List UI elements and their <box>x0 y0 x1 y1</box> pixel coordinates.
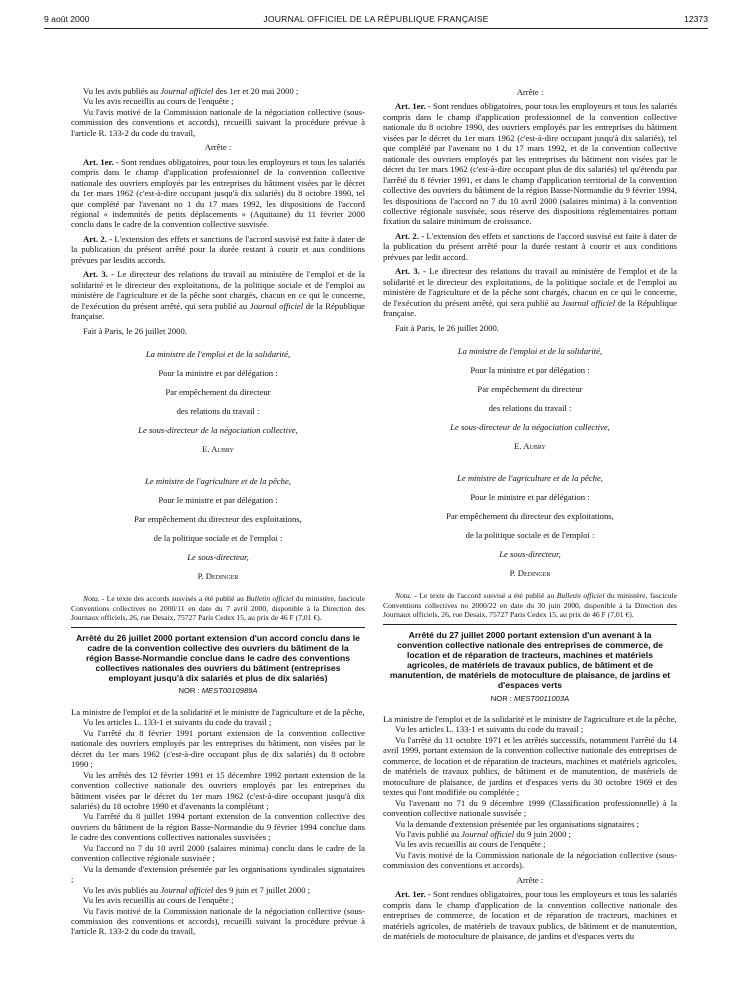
article-2: Art. 2. - L'extension des effets et sanctions de l'accord susvisé est faite à dater de la publication du présent arrêté pour la durée restant à courir et aux conditions prévues par ledit accord. <box>383 230 677 262</box>
signatory-title: Le sous-directeur de la négociation collective, <box>450 421 610 432</box>
signatory-title: La ministre de l'emploi et de la solidarité, <box>145 348 291 359</box>
paragraph: Vu les avis publiés au Journal officiel des 1er et 20 mai 2000 ; <box>83 86 299 96</box>
nota: Nota. - Le texte de l'accord susvisé a été publié au Bulletin officiel du ministère, fascicule Conventions collectives no 2000/22 en date du 30 juin 2000, disponible à la Direction des Journaux officiels, 26, rue Desaix, 75727 Paris Cedex 15, au prix de 46 F (7,01 €). <box>383 591 677 619</box>
signatory-name: P. Dedinger <box>509 568 551 579</box>
paragraph: Vu les avis recueillis au cours de l'enquête ; <box>83 96 234 107</box>
journal-title: JOURNAL OFFICIEL DE LA RÉPUBLIQUE FRANÇAISE <box>263 14 489 24</box>
section-separator <box>383 624 677 625</box>
paragraph: Vu les articles L. 133-1 et suivants du code du travail ; <box>395 724 584 735</box>
arrete-heading: Arrête : <box>204 142 232 153</box>
paragraph: Vu les arrêtés des 12 février 1991 et 15 décembre 1992 portant extension de la convention collective nationale des ouvriers employés par les entreprises du bâtiment visées par le décret du 1er mars 1962 (c'est-à-dire occupant jusqu'à dix salariés) du 18 octobre 1990 et d'avenants la complétant ; <box>71 769 365 811</box>
signature-date: Fait à Paris, le 26 juillet 2000. <box>83 325 187 336</box>
article-1: Art. 1er. - Sont rendues obligatoires, pour tous les employeurs et tous les salariés compris dans le champ d'application professionnel de la convention collective nationale du 8 octobre 1990, des ouvriers employés par les entreprises du bâtiment visées par le décret du 1er mars 1962 (c'est-à-dire occupant jusqu'à dix salariés), tel que complété par l'avenant no 1 du 17 mars 1992, et de la convention collective nationale des ouvriers employés par les entreprises du bâtiment non visées par le décret du 1er mars 1962 (c'est-à-dire occupant plus de dix salariés) tel qu'étendu par l'arrêté du 8 février 1991, et dans le champ d'application territorial de la convention collective des ouvriers du bâtiment de la région Basse-Normandie du 9 février 1994, les dispositions de l'accord no 7 du 10 avril 2000 (salaires minima) à la convention collective régionale susvisée, sous réserve des dispositions réglementaires portant fixation du salaire minimum de croissance. <box>383 101 677 227</box>
paragraph: Vu la demande d'extension présentée par les organisations syndicales signataires ; <box>71 863 365 885</box>
paragraph: Vu les articles L. 133-1 et suivants du code du travail ; <box>83 717 272 728</box>
signatory-title: Le sous-directeur de la négociation collective, <box>138 424 298 435</box>
paragraph: Vu la demande d'extension présentée par les organisations signataires ; <box>395 818 639 829</box>
signature-line: de la politique sociale et de l'emploi : <box>153 533 283 544</box>
paragraph: Vu l'avis publié au Journal officiel du 9 juin 2000 ; <box>395 828 571 839</box>
paragraph: Vu l'avis motivé de la Commission nationale de la négociation collective (sous-commission des conventions et accords), recueilli suivant la procédure prévue à l'article R. 133-2 du code du travail, <box>71 106 365 138</box>
page-number: 12373 <box>684 14 708 24</box>
issue-date: 9 août 2000 <box>44 14 90 24</box>
signature-line: Par empêchement du directeur <box>477 383 583 394</box>
signature-line: de la politique sociale et de l'emploi : <box>465 530 595 541</box>
left-column <box>71 86 365 937</box>
signatory-title: Le ministre de l'agriculture et de la pêche, <box>457 472 603 483</box>
signatory-title: La ministre de l'emploi et de la solidarité, <box>457 345 603 356</box>
signature-line: des relations du travail : <box>176 405 260 416</box>
paragraph: La ministre de l'emploi et de la solidarité et le ministre de l'agriculture et de la pêche, <box>383 714 677 724</box>
paragraph: Vu l'accord no 7 du 10 avril 2000 (salaires minima) conclu dans le cadre de la convention collective régionale susvisée ; <box>71 842 365 864</box>
paragraph: Vu les avis publiés au Journal officiel des 9 juin et 7 juillet 2000 ; <box>83 884 311 895</box>
signature-date: Fait à Paris, le 26 juillet 2000. <box>395 322 499 333</box>
section-separator <box>71 627 365 628</box>
article-3: Art. 3. - Le directeur des relations du travail au ministère de l'emploi et de la solidarité et le directeur des exploitations, de la politique sociale et de l'emploi au ministère de l'agriculture et de la pêche sont chargés, chacun en ce qui le concerne, de l'exécution du présent arrêté, qui sera publié au Journal officiel de la République française. <box>383 266 677 319</box>
signatory-title: Le ministre de l'agriculture et de la pêche, <box>145 475 291 486</box>
signatory-name: P. Dedinger <box>197 571 239 582</box>
paragraph: La ministre de l'emploi et de la solidarité et le ministre de l'agriculture et de la pêche, <box>71 706 365 717</box>
paragraph: Vu l'arrêté du 8 février 1991 portant extension de la convention collective nationale des ouvriers employés par les entreprises du bâtiment, non visées par le décret du 1er mars 1962 (c'est-à-dire occupant plus de dix salariés) du 8 octobre 1990 ; <box>71 727 365 770</box>
signatory-title: Le sous-directeur, <box>499 549 561 560</box>
signatory-name: E. Aubry <box>514 441 546 452</box>
page-header <box>44 10 708 28</box>
arrete-heading: Arrête : <box>516 87 544 97</box>
article-3: Art. 3. - Le directeur des relations du travail au ministère de l'emploi et de la solidarité et le directeur des exploitations, de la politique sociale et de l'emploi au ministère de l'agriculture et de la pêche sont chargés, chacun en ce qui le concerne, de l'exécution du présent arrêté, qui sera publié au Journal officiel de la République française. <box>71 269 365 322</box>
article-1: Art. 1er. - Sont rendues obligatoires, pour tous les employeurs et tous les salariés compris dans le champ d'application professionnel de la convention collective nationale des ouvriers employés par les entreprises du bâtiment visées par le décret du 1er mars 1962 (c'est-à-dire occupant jusqu'à dix salariés) du 8 octobre 1990, tel que complété par l'avenant no 1 du 17 mars 1992, les dispositions de l'accord régional « indemnités de petits déplacements » (Aquitaine) du 11 février 2000 conclu dans le cadre de la convention collective susvisée. <box>71 156 365 230</box>
signature-line: Pour la ministre et par délégation : <box>158 367 278 378</box>
paragraph: Vu l'arrêté du 11 octobre 1971 et les arrêtés successifs, notamment l'arrêté du 14 avril 1999, portant extension de la convention collective nationale des entreprises de commerce, de location et de réparation de tracteurs, machines et matériels agricoles, de matériels de travaux publics, de bâtiment et de manutention, de matériels de motoculture de plaisance, de jardins et d'espaces verts du 30 octobre 1969 et des textes qui l'ont modifiée ou complétée ; <box>383 734 677 798</box>
paragraph: Vu les avis recueillis au cours de l'enquête ; <box>83 895 234 906</box>
paragraph: Vu les avis recueillis au cours de l'enquête ; <box>395 839 546 850</box>
signatory-title: Le sous-directeur, <box>187 552 249 563</box>
paragraph: Vu l'arrêté du 8 juillet 1994 portant extension de la convention collective des ouvriers du bâtiment de la région Basse-Normandie du 9 février 1994 conclue dans le cadre des conventions collectives nationales susvisées ; <box>71 811 365 843</box>
nota: Nota. - Le texte des accords susvisés a été publié au Bulletin officiel du ministère, fascicule Conventions collectives no 2000/11 en date du 7 avril 2000, disponible à la Direction des Journaux officiels, 26, rue Desaix, 75727 Paris Cedex 15, au prix de 46 F (7,01 €). <box>71 594 365 622</box>
paragraph: Vu l'avis motivé de la Commission nationale de la négociation collective (sous-commission des conventions et accords). <box>383 849 677 871</box>
decree-title: Arrêté du 26 juillet 2000 portant extension d'un accord conclu dans le cadre de la convention collective des ouvriers du bâtiment de la région Basse-Normandie conclue dans le cadre des conventions collectives nationales des ouvriers du bâtiment (entreprises employant jusqu'à dix salariés et plus de dix salariés) <box>76 632 360 684</box>
header-rule <box>44 28 708 29</box>
signature-line: Pour le ministre et par délégation : <box>158 494 278 505</box>
paragraph: Vu l'avenant no 71 du 9 décembre 1999 (Classification professionnelle) à la convention collective nationale susvisée ; <box>383 797 677 819</box>
signature-line: Par empêchement du directeur des exploitations, <box>446 511 614 521</box>
article-2: Art. 2. - L'extension des effets et sanctions de l'accord susvisé est faite à dater de la publication du présent arrêté pour la durée restant à courir et aux conditions prévues par lesdits accords. <box>71 233 365 265</box>
article-1: Art. 1er. - Sont rendues obligatoires, pour tous les employeurs et tous les salariés compris dans le champ d'application de la convention collective nationale des entreprises de commerce, de location et de réparation de tracteurs, machines et matériels agricoles, de matériels de travaux publics, de bâtiment et de manutention, de matériels de motoculture de plaisance, de jardins et d'espaces verts du <box>383 889 677 942</box>
signature-line: Pour le ministre et par délégation : <box>470 491 590 502</box>
decree-title: Arrêté du 27 juillet 2000 portant extension d'un avenant à la convention collective nationale des entreprises de commerce, de location et de réparation de tracteurs, machines et matériels agricoles, de matériels de travaux publics, de bâtiment et de manutention, de matériels de motoculture de plaisance, de jardins et d'espaces verts <box>389 629 671 691</box>
arrete-heading: Arrête : <box>516 874 544 885</box>
right-column <box>383 87 677 942</box>
signature-line: Par empêchement du directeur des exploitations, <box>134 514 302 524</box>
nor-reference: NOR : MEST0011003A <box>490 693 570 703</box>
signature-line: Par empêchement du directeur <box>165 386 271 397</box>
signatory-name: E. Aubry <box>202 444 234 455</box>
signature-line: des relations du travail : <box>488 402 572 413</box>
paragraph: Vu l'avis motivé de la Commission nationale de la négociation collective (sous-commission des conventions et accords), recueilli suivant la procédure prévue à l'article R. 133-2 du code du travail, <box>71 905 365 937</box>
nor-reference: NOR : MEST0010989A <box>178 686 258 696</box>
signature-line: Pour la ministre et par délégation : <box>470 364 590 375</box>
